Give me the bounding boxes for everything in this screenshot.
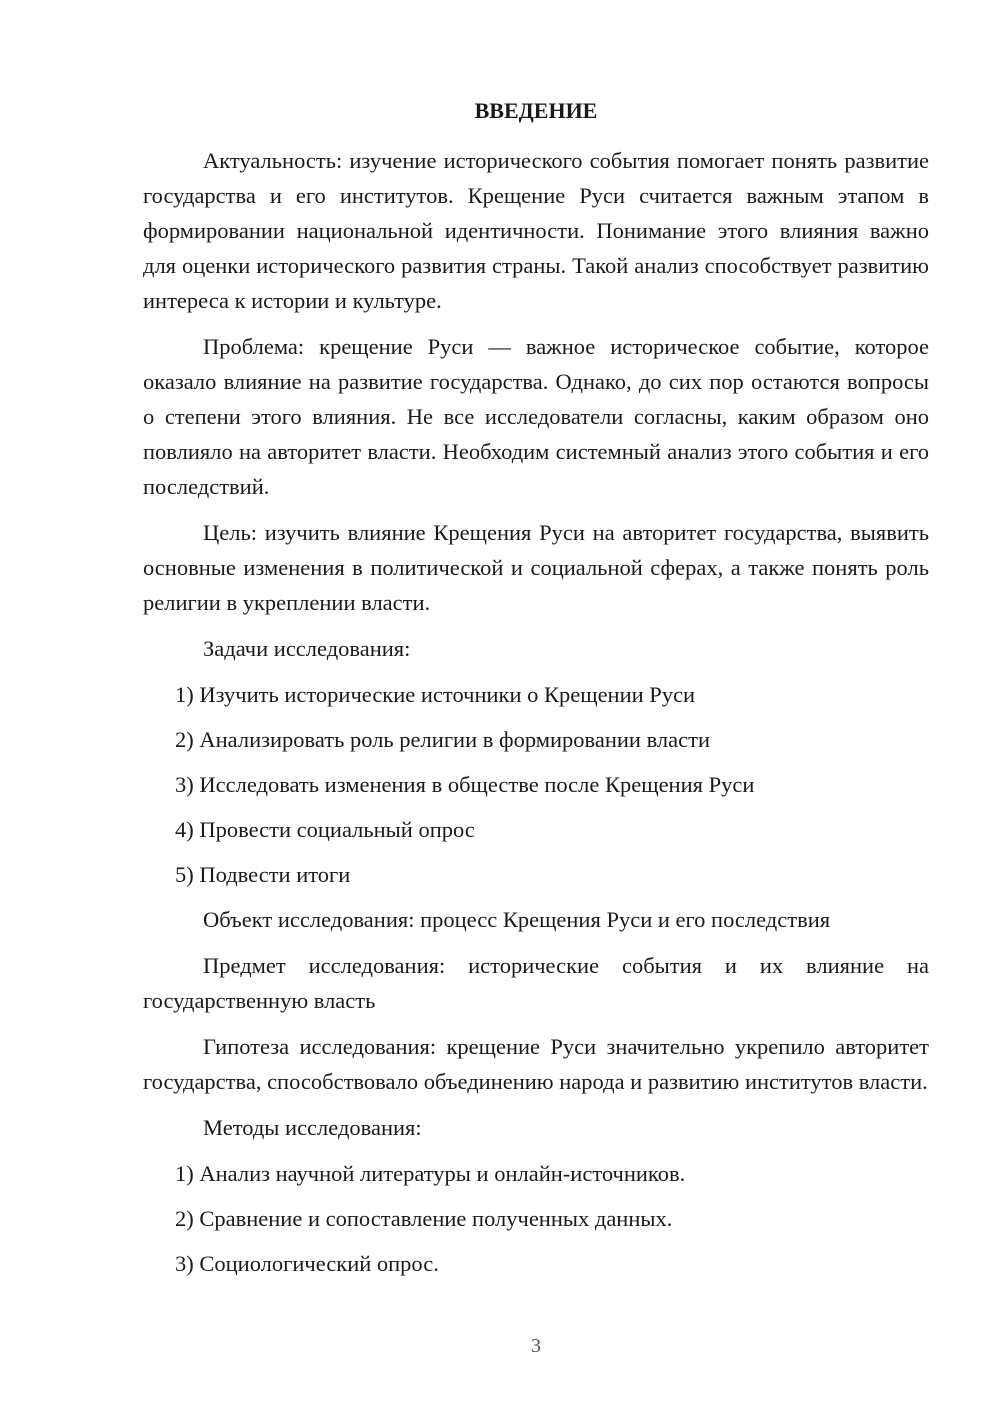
hypothesis-paragraph: Гипотеза исследования: крещение Руси значительно укрепило авторитет государства, способствовало объединению народа и развитию институтов власти.: [143, 1034, 929, 1094]
task-item: 3) Исследовать изменения в обществе после Крещения Руси: [175, 772, 755, 797]
task-item: 5) Подвести итоги: [175, 862, 351, 887]
task-item: 1) Изучить исторические источники о Крещении Руси: [175, 682, 696, 707]
goal-paragraph: Цель: изучить влияние Крещения Руси на авторитет государства, выявить основные изменения в политической и социальной сферах, а также понять роль религии в укреплении власти.: [143, 520, 929, 615]
method-item: 1) Анализ научной литературы и онлайн-источников.: [175, 1161, 686, 1186]
methods-title: Методы исследования:: [203, 1115, 422, 1140]
document-body: [143, 143, 929, 1291]
subject-paragraph: Предмет исследования: исторические события и их влияние на государственную власть: [143, 953, 929, 1013]
tasks-title: Задачи исследования:: [203, 636, 411, 661]
section-heading: ВВЕДЕНИЕ: [474, 98, 598, 123]
relevance-paragraph: Актуальность: изучение исторического события помогает понять развитие государства и его институтов. Крещение Руси считается важным этапом в формировании национальной идентичности. Понимание этого влияния важно для оценки исторического развития страны. Такой анализ способствует развитию интереса к истории и культуре.: [143, 148, 929, 313]
page-number: 3: [531, 1335, 541, 1357]
object-paragraph: Объект исследования: процесс Крещения Руси и его последствия: [203, 907, 831, 932]
method-item: 2) Сравнение и сопоставление полученных данных.: [175, 1206, 673, 1231]
method-item: 3) Социологический опрос.: [175, 1251, 439, 1276]
task-item: 4) Провести социальный опрос: [175, 817, 475, 842]
problem-paragraph: Проблема: крещение Руси — важное историческое событие, которое оказало влияние на развитие государства. Однако, до сих пор остаются вопросы о степени этого влияния. Не все исследователи согласны, каким образом оно повлияло на авторитет власти. Необходим системный анализ этого события и его последствий.: [143, 334, 929, 499]
task-item: 2) Анализировать роль религии в формировании власти: [175, 727, 710, 752]
